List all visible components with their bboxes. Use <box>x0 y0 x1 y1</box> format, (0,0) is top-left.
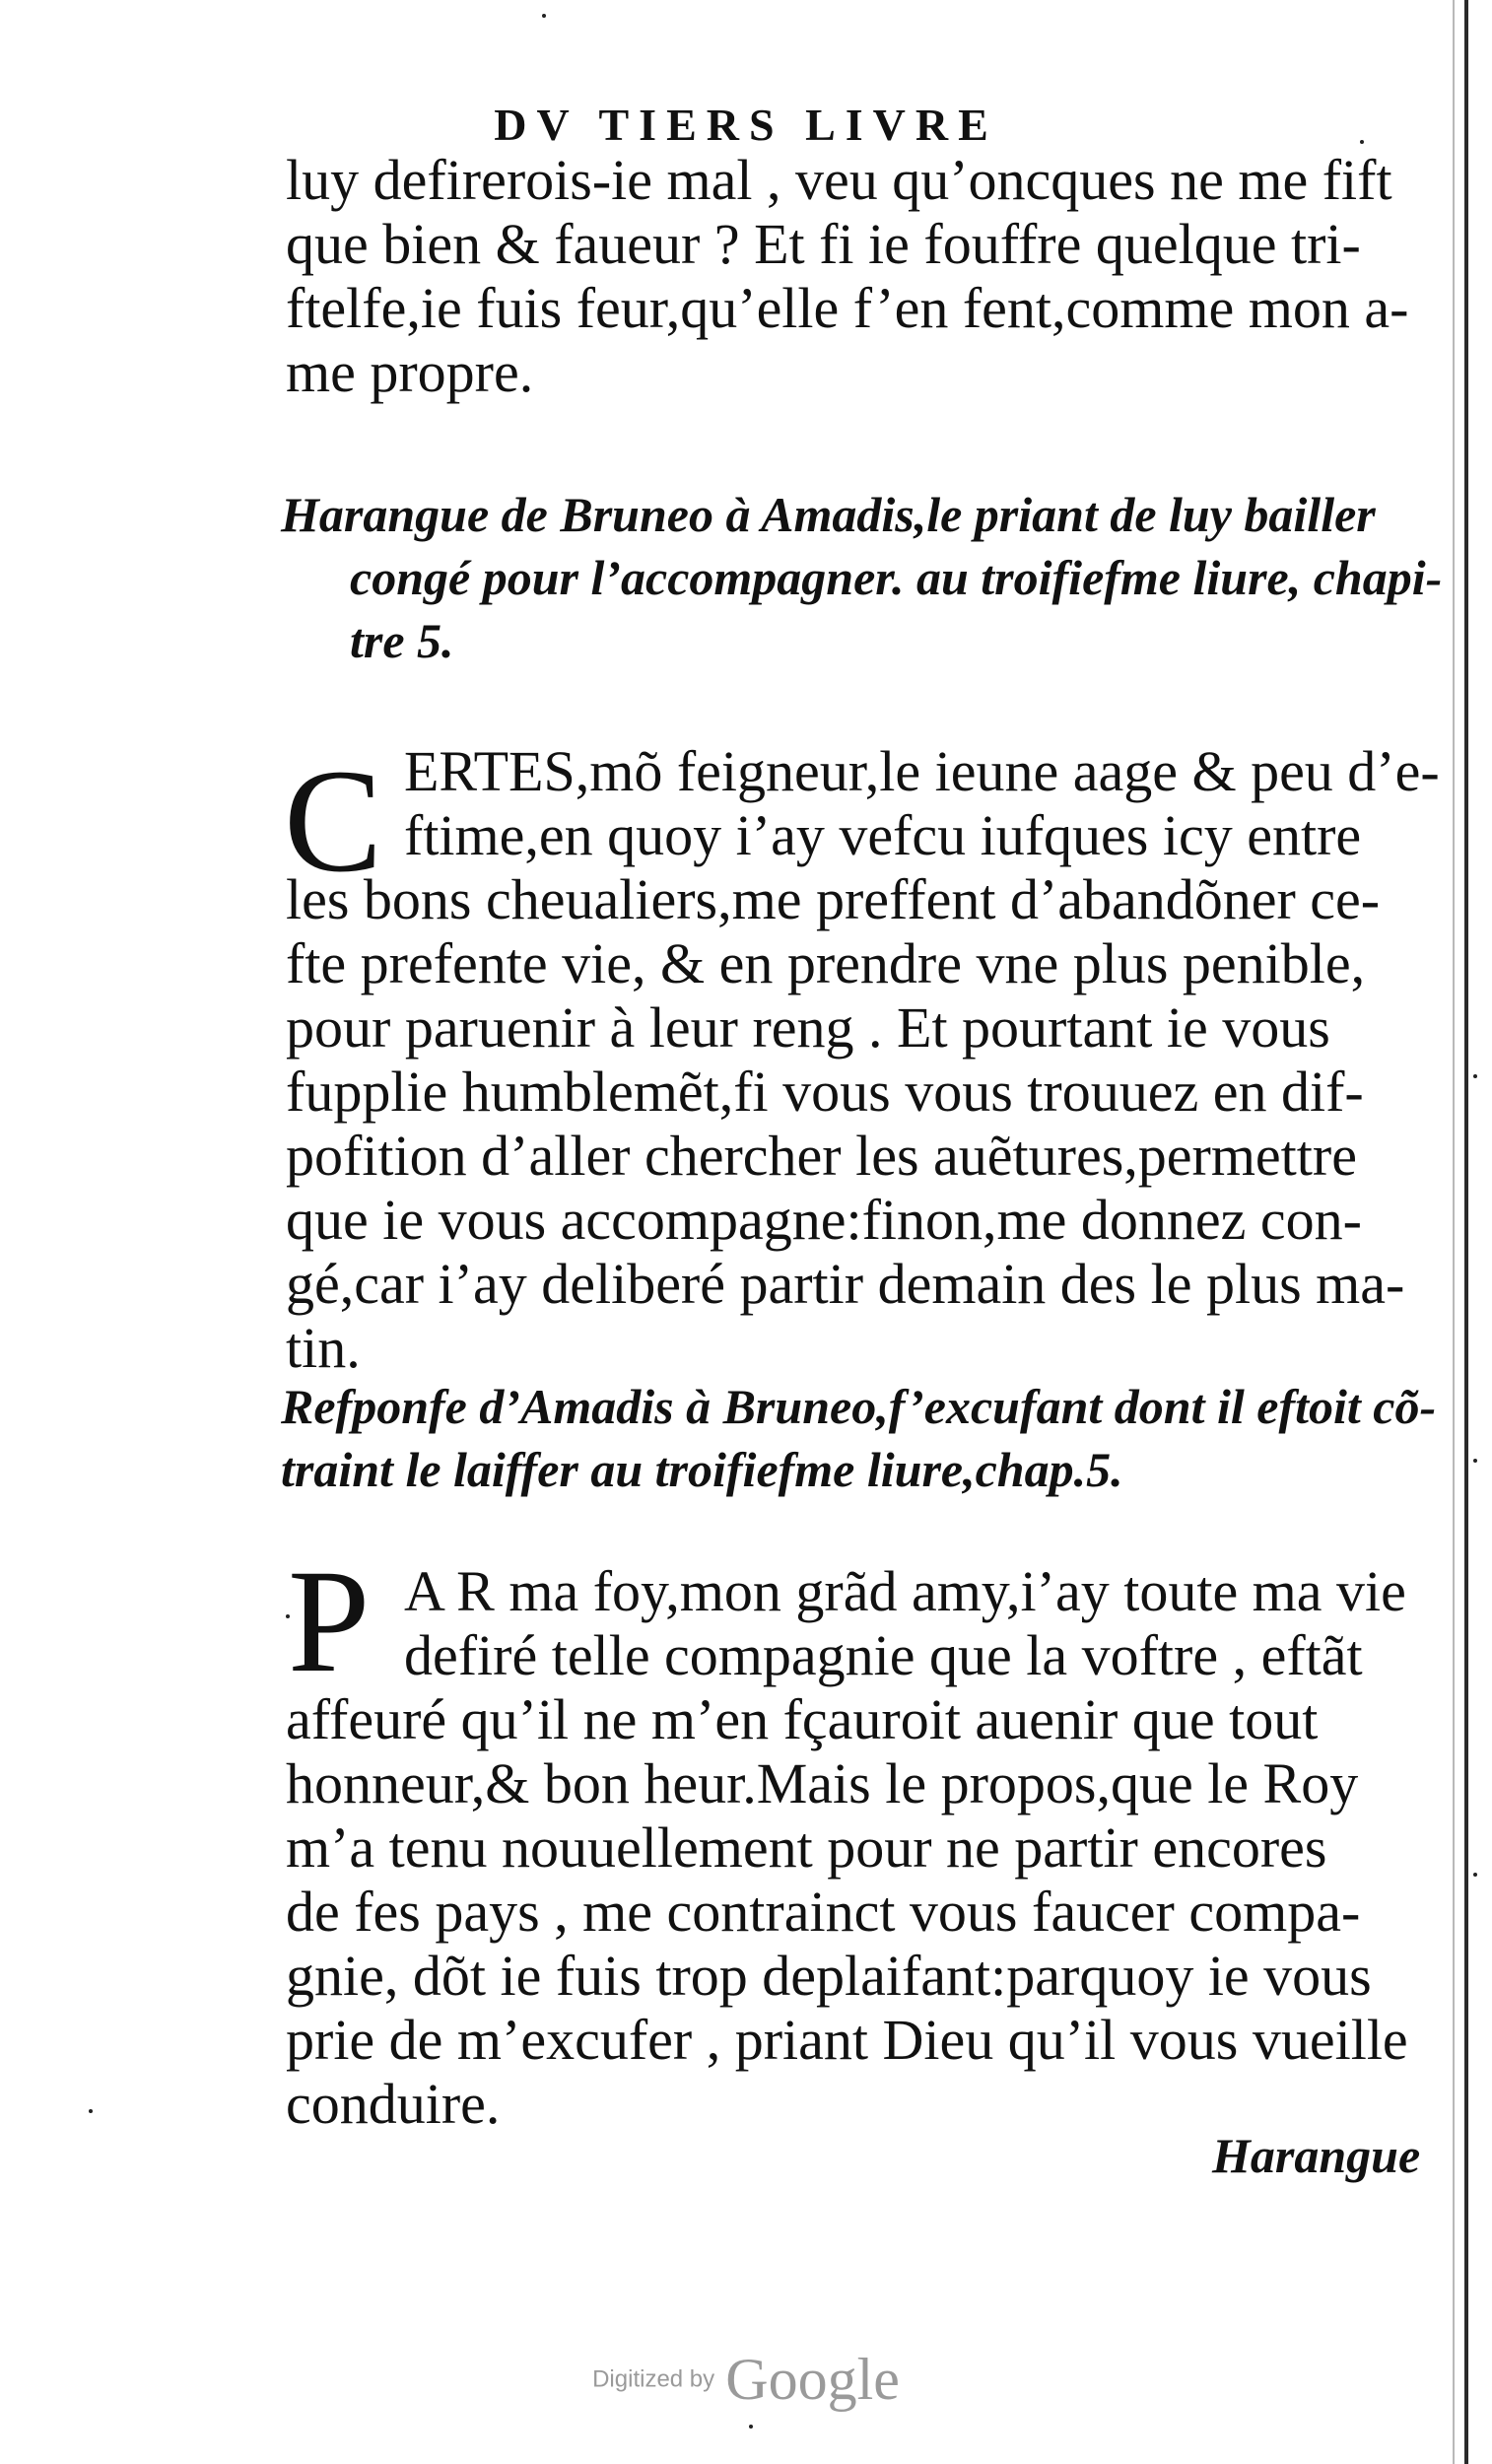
heading-line: congé pour l’accompagner. au troifiefme liure, chapi- <box>350 550 1443 605</box>
section-heading <box>281 1375 1437 1501</box>
heading-line: tre 5. <box>350 613 454 668</box>
text-line: m’a tenu nouuellement pour ne partir encores <box>286 1815 1327 1880</box>
text-line: pofition d’aller chercher les auẽtures,permettre <box>286 1124 1357 1188</box>
text-line: ftelfe,ie fuis feur,qu’elle f’en fent,comme mon a- <box>286 276 1409 340</box>
text-line: A R ma foy,mon grãd amy,i’ay toute ma vie <box>404 1559 1406 1623</box>
speech-text <box>286 739 1440 1380</box>
heading-line: Harangue de Bruneo à Amadis,le priant de luy bailler <box>281 487 1376 542</box>
text-line: ERTES,mõ feigneur,le ieune aage & peu d’e- <box>404 739 1440 803</box>
text-line: gé,car i’ay deliberé partir demain des le plus ma- <box>286 1252 1405 1316</box>
speech-text <box>286 1559 1408 2136</box>
text-line: fte prefente vie, & en prendre vne plus penible, <box>286 931 1366 995</box>
watermark-prefix: Digitized by <box>592 2365 715 2393</box>
passage-continuation <box>286 148 1409 404</box>
text-line: luy defirerois-ie mal , veu qu’oncques ne me fift <box>286 148 1392 212</box>
heading-line: traint le laiffer au troifiefme liure,chap.5. <box>281 1442 1123 1497</box>
drop-cap: C <box>284 739 383 903</box>
text-line: gnie, dõt ie fuis trop deplaifant:parquoy ie vous <box>286 1944 1372 2008</box>
text-line: defiré telle compagnie que la voftre , eftãt <box>404 1623 1363 1687</box>
text-line: prie de m’excufer , priant Dieu qu’il vous vueille <box>286 2008 1408 2072</box>
heading-line: Refponfe d’Amadis à Bruneo,f’excufant dont il eftoit cõ- <box>281 1379 1437 1434</box>
catchword: Harangue <box>1212 2128 1421 2183</box>
text-line: honneur,& bon heur.Mais le propos,que le Roy <box>286 1751 1359 1815</box>
page-edge <box>1464 0 1468 2464</box>
text-line: que bien & faueur ? Et fi ie fouffre quelque tri- <box>286 212 1361 276</box>
text-line: pour paruenir à leur reng . Et pourtant ie vous <box>286 995 1330 1060</box>
text-line: fupplie humblemẽt,fi vous vous trouuez en dif- <box>286 1060 1364 1124</box>
text-line: que ie vous accompagne:finon,me donnez con- <box>286 1188 1362 1252</box>
text-line: tin. <box>286 1316 361 1380</box>
text-line: ftime,en quoy i’ay vefcu iufques icy entre <box>404 803 1362 867</box>
text-line: affeuré qu’il ne m’en fçauroit auenir que tout <box>286 1687 1319 1751</box>
drop-cap: P <box>288 1540 371 1703</box>
digitized-watermark <box>0 2346 1492 2414</box>
watermark-brand: Google <box>725 2347 900 2412</box>
running-head: DV TIERS LIVRE <box>494 100 998 150</box>
text-line: conduire. <box>286 2072 501 2136</box>
page-edge-shadow <box>1453 0 1455 2464</box>
section-heading <box>281 483 1443 672</box>
text-line: me propre. <box>286 340 534 404</box>
text-line: de fes pays , me contrainct vous faucer compa- <box>286 1880 1361 1944</box>
text-line: les bons cheualiers,me preffent d’abandõner ce- <box>286 867 1381 931</box>
